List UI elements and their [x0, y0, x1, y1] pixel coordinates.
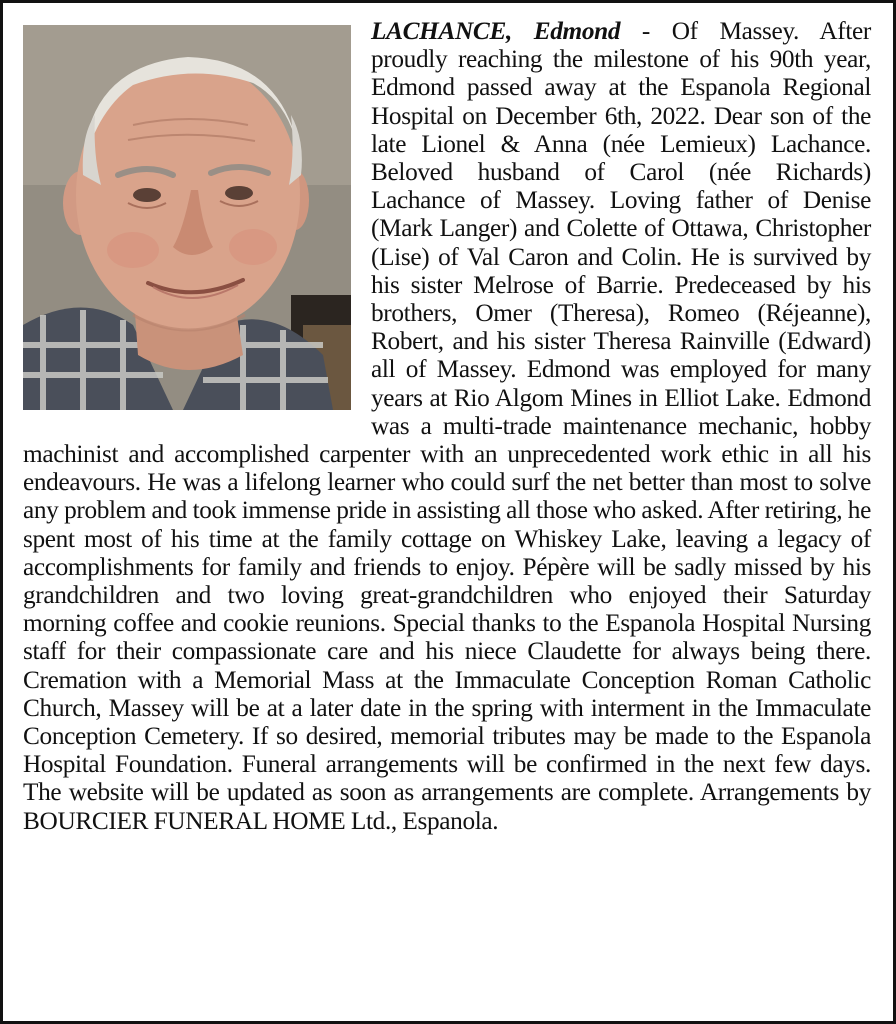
portrait-photo [23, 25, 351, 410]
obituary-body: - Of Massey. After proudly reaching the milestone of his 90th year, Edmond passed away at the Espanola Regional Hospital on December 6th, 2022. Dear son of the late Lionel & Anna (née Lemieux) Lachance. Beloved husband of Carol (née Richards) Lachance of Massey. Loving father of Denise (Mark Langer) and Colette of Ottawa, Christopher (Lise) of Val Caron and Colin. He is survived by his sister Melrose of Barrie. Predeceased by his brothers, Omer (Theresa), Romeo (Réjeanne), Robert, and his sister Theresa Rainville (Edward) all of Massey. Edmond was employed for many years at Rio Algom Mines in Elliot Lake. Edmond was a multi-trade maintenance mechanic, hobby machinist and accomplished carpenter with an unprecedented work ethic in all his endeavours. He was a lifelong learner who could surf the net better than most to solve any problem and took immense pride in assisting all those who asked. After retiring, he spent most of his time at the family cottage on Whiskey Lake, leaving a legacy of accomplishments for family and friends to enjoy. Pépère will be sadly missed by his grandchildren and two loving great-grandchildren who enjoyed their Saturday morning coffee and cookie reunions. Special thanks to the Espanola Hospital Nursing staff for their compassionate care and his niece Claudette for always being there. Cremation with a Memorial Mass at the Immaculate Conception Roman Catholic Church, Massey will be at a later date in the spring with interment in the Immaculate Conception Cemetery. If so desired, memorial tributes may be made to the Espanola Hospital Foundation. Funeral arrangements will be confirmed in the next few days. The website will be updated as soon as arrangements are complete. Arrangements by BOURCIER FUNERAL HOME Ltd., Espanola. [23, 17, 871, 835]
portrait-illustration [23, 25, 351, 410]
deceased-name: LACHANCE, Edmond [371, 17, 621, 45]
